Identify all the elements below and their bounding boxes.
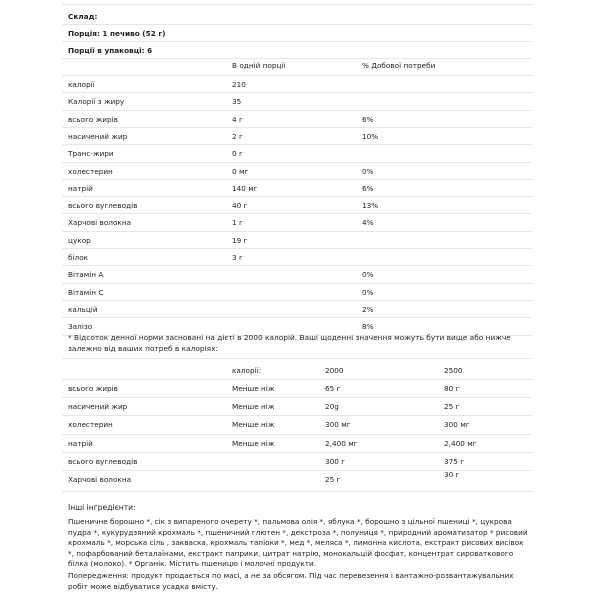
nutrient-name: холестерин bbox=[68, 166, 113, 176]
nutrition-row bbox=[62, 167, 532, 179]
footnote: * Відсоток денної норми засновані на дієті в 2000 калорій. Ваші щоденні значення можуть бути вище або нижче залежно від ваших потреб в калоріях: bbox=[68, 333, 511, 353]
daily-value-2000: 25 г bbox=[325, 475, 341, 484]
daily-nutrient-name: насичений жир bbox=[68, 402, 128, 412]
nutrient-daily-percent: 4% bbox=[362, 218, 374, 228]
nutrient-name: натрій bbox=[68, 183, 93, 193]
daily-condition: Менше ніж bbox=[232, 402, 275, 412]
daily-row bbox=[62, 384, 532, 396]
nutrient-name: калорії bbox=[68, 80, 95, 89]
divider bbox=[62, 265, 532, 266]
daily-value-2500: 30 г bbox=[444, 470, 460, 479]
nutrition-row bbox=[62, 288, 532, 300]
daily-condition: Менше ніж bbox=[232, 420, 275, 430]
nutrient-amount: 4 г bbox=[232, 114, 243, 124]
daily-nutrient-name: всього жирів bbox=[68, 384, 118, 393]
nutrient-daily-percent: 6% bbox=[362, 114, 374, 124]
daily-row bbox=[62, 402, 532, 414]
nutrient-daily-percent: 6% bbox=[362, 183, 374, 193]
divider bbox=[62, 379, 532, 380]
servings-per-pack: Порції в упаковці: 6 bbox=[68, 46, 153, 55]
nutrient-name: кальцій bbox=[68, 304, 98, 314]
daily-value-2000: 65 г bbox=[325, 384, 341, 393]
nutrient-name: всього вуглеводів bbox=[68, 201, 138, 211]
divider bbox=[62, 358, 532, 359]
divider bbox=[62, 4, 532, 5]
nutrient-name: білок bbox=[68, 253, 89, 262]
daily-condition: Менше ніж bbox=[232, 438, 275, 448]
nutrient-amount: 3 г bbox=[232, 253, 243, 262]
nutrition-row bbox=[62, 149, 532, 161]
nutrition-row bbox=[62, 218, 532, 230]
nutrient-name: всього жирів bbox=[68, 114, 118, 124]
nutrition-row bbox=[62, 270, 532, 282]
nutrient-amount: 2 г bbox=[232, 131, 243, 141]
nutrition-row bbox=[62, 115, 532, 127]
divider bbox=[62, 231, 532, 232]
nutrient-amount: 0 г bbox=[232, 149, 243, 159]
daily-nutrient-name: натрій bbox=[68, 438, 93, 448]
column-daily-value: % Добової потреби bbox=[362, 61, 436, 70]
nutrient-daily-percent: 0% bbox=[362, 287, 374, 297]
divider bbox=[62, 144, 532, 145]
daily-value-2000: 20g bbox=[325, 402, 339, 412]
daily-nutrient-name: всього вуглеводів bbox=[68, 456, 138, 466]
nutrient-name: Калорії з жиру bbox=[68, 97, 125, 107]
divider bbox=[62, 127, 532, 128]
divider bbox=[62, 92, 532, 93]
divider bbox=[62, 452, 532, 453]
nutrient-amount: 0 мг bbox=[232, 166, 249, 176]
nutrient-amount: 19 г bbox=[232, 235, 248, 245]
divider bbox=[62, 179, 532, 180]
nutrient-daily-percent: 10% bbox=[362, 131, 379, 141]
daily-row bbox=[62, 420, 532, 432]
column-per-serving: В одній порції bbox=[232, 61, 286, 70]
nutrient-name: Вітамін C bbox=[68, 287, 104, 297]
other-ingredients-heading: Інші інгредієнти: bbox=[68, 503, 136, 512]
divider bbox=[62, 162, 532, 163]
nutrient-name: цукор bbox=[68, 235, 91, 245]
divider bbox=[62, 415, 532, 416]
nutrient-amount: 40 г bbox=[232, 201, 248, 211]
daily-value-2000: 300 г bbox=[325, 456, 346, 466]
nutrient-name: Транс-жири bbox=[68, 149, 114, 159]
nutrient-daily-percent: 0% bbox=[362, 270, 374, 280]
nutrient-daily-percent: 2% bbox=[362, 304, 374, 314]
divider bbox=[62, 470, 532, 471]
daily-value-2000: 2,400 мг bbox=[325, 438, 358, 448]
nutrient-name: Вітамін A bbox=[68, 270, 104, 280]
daily-condition: Менше ніж bbox=[232, 384, 275, 393]
daily-nutrient-name: холестерин bbox=[68, 420, 113, 430]
divider bbox=[62, 110, 532, 111]
nutrient-name: насичений жир bbox=[68, 131, 128, 141]
nutrient-daily-percent: 13% bbox=[362, 201, 379, 211]
divider bbox=[62, 196, 532, 197]
nutrient-amount: 210 bbox=[232, 80, 246, 89]
divider bbox=[62, 41, 532, 42]
daily-header-2500: 2500 bbox=[444, 366, 463, 375]
nutrition-row bbox=[62, 97, 532, 109]
divider bbox=[62, 283, 532, 284]
nutrition-row bbox=[62, 132, 532, 144]
divider bbox=[62, 397, 532, 398]
daily-row bbox=[62, 470, 532, 487]
composition-heading: Склад: bbox=[68, 12, 98, 21]
ingredients-text: Пшеничне борошно *, сік з випареного очерету *, пальмова олія *, яблука *, борошно з цільної пшениці *, цукрова пудра *, кукурудзяний крохмаль *, пшеничний глютен *, декстроза *, полуниця *, природний ароматизатор * рисовий крохмаль *, морська сіль , закваска, крохмаль тапіоки *, мед *, меляса *, лимонна кислота, екстракт рисових висівок *, пофарбований беталаїнами, екстракт паприки, цитрат натрію, монокальцій фосфат, концентрат сироваткового білка (молоко). * Органік. Містить пшеницю і молочні продукти. bbox=[68, 517, 528, 568]
divider bbox=[62, 58, 532, 59]
divider bbox=[62, 75, 532, 76]
divider bbox=[62, 213, 532, 214]
nutrient-daily-percent: 8% bbox=[362, 322, 374, 332]
nutrient-amount: 140 мг bbox=[232, 183, 258, 193]
daily-value-2500: 2,400 мг bbox=[444, 438, 477, 448]
divider bbox=[62, 248, 532, 249]
divider bbox=[62, 317, 532, 318]
daily-value-2500: 80 г bbox=[444, 384, 460, 393]
nutrition-row bbox=[62, 201, 532, 213]
nutrient-daily-percent: 0% bbox=[362, 166, 374, 176]
divider bbox=[62, 300, 532, 301]
nutrient-name: Харчові волокна bbox=[68, 218, 132, 228]
daily-value-2500: 25 г bbox=[444, 402, 460, 412]
daily-nutrient-name: Харчові волокна bbox=[68, 475, 132, 484]
serving-size: Порція: 1 печиво (52 г) bbox=[68, 29, 166, 38]
nutrient-name: Залізо bbox=[68, 322, 93, 332]
nutrition-row bbox=[62, 80, 532, 92]
nutrition-row bbox=[62, 305, 532, 317]
daily-header-2000: 2000 bbox=[325, 366, 344, 375]
nutrition-row bbox=[62, 253, 532, 265]
daily-row bbox=[62, 457, 532, 469]
warning-text: Попередження: продукт продається по масі, а не за обсягом. Під час перевезення і вантажно-розвантажувальних робіт може відбуватися усадка вмісту. bbox=[68, 571, 514, 591]
divider bbox=[62, 491, 532, 492]
daily-value-2500: 300 мг bbox=[444, 420, 470, 430]
nutrition-row bbox=[62, 184, 532, 196]
nutrient-amount: 1 г bbox=[232, 218, 243, 228]
nutrient-amount: 35 bbox=[232, 97, 242, 107]
nutrition-row bbox=[62, 236, 532, 248]
daily-value-2500: 375 г bbox=[444, 456, 465, 466]
divider bbox=[62, 24, 532, 25]
daily-header-calories: калорії: bbox=[232, 366, 262, 375]
divider bbox=[62, 434, 532, 435]
daily-row bbox=[62, 439, 532, 451]
daily-value-2000: 300 мг bbox=[325, 420, 351, 430]
